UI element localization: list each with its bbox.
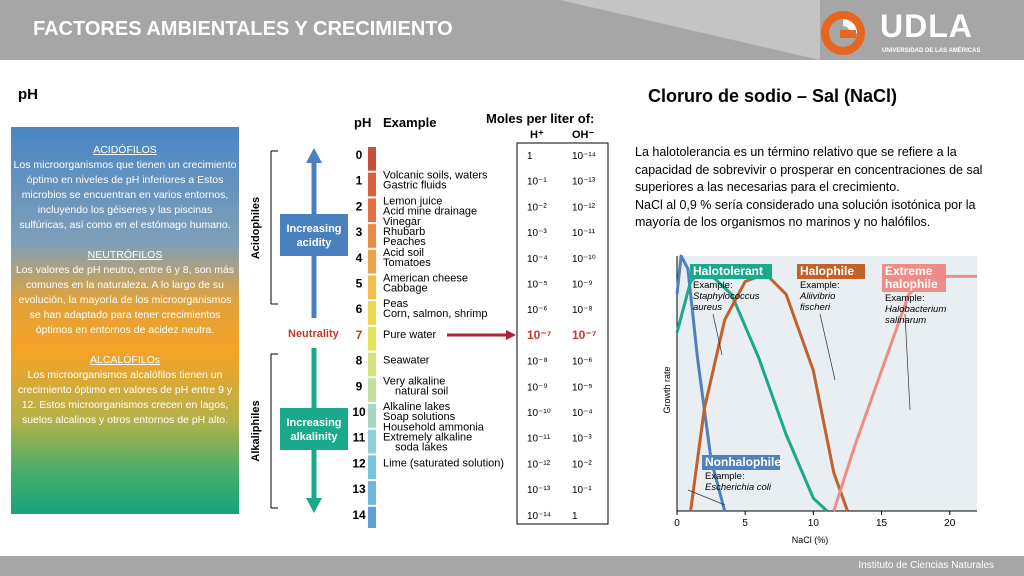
legend-example-species: aureus: [693, 302, 723, 313]
logo-subtitle: UNIVERSIDAD DE LAS AMÉRICAS: [882, 48, 981, 54]
chart-y-label: Growth rate: [662, 366, 672, 414]
alkalinity-box: [280, 408, 348, 450]
alkalinity-box-line2: alkalinity: [290, 431, 338, 443]
neutrophiles-heading: NEUTRÓFILOS: [87, 249, 163, 261]
h-concentration: 10⁻²: [527, 202, 547, 214]
alkaliphiles-label: Alkaliphiles: [250, 400, 262, 462]
acidity-box-line2: acidity: [296, 237, 332, 249]
acidity-box: [280, 214, 348, 256]
h-concentration: 10⁻¹⁰: [527, 408, 551, 419]
ph-value: 2: [355, 199, 363, 214]
acidophiles-label: Acidophiles: [250, 196, 262, 260]
legend-series-name: Nonhalophile: [705, 455, 781, 469]
legend-example-species: fischeri: [800, 302, 831, 313]
oh-concentration: 1: [572, 510, 578, 522]
ph-color-swatch: [368, 224, 376, 248]
h-concentration: 10⁻⁷: [527, 327, 552, 342]
h-concentration: 10⁻¹: [527, 176, 547, 188]
ph-example: Tomatoes: [383, 256, 431, 269]
udla-logo-icon: [820, 10, 866, 56]
acidophiles-block: [13, 143, 237, 233]
legend-example-word: Example:: [693, 280, 733, 291]
ph-example: natural soil: [395, 385, 449, 398]
chart-ticks: [674, 511, 956, 529]
ph-value: 13: [352, 482, 366, 497]
ph-col-header: pH: [354, 115, 372, 130]
ph-color-swatch: [368, 481, 376, 505]
ph-value: 10: [352, 405, 366, 419]
acidophiles-text: Los microorganismos que tienen un crecimiento óptimo en niveles de pH inferiores a Estos microbios se encuentran en varios entornos, incluyendo los géiseres y las piscinas sulfúricas, así como en el estómago humano.: [13, 159, 237, 231]
ph-example: Household ammonia: [383, 421, 484, 434]
oh-concentration: 10⁻²: [572, 459, 592, 471]
x-tick-label: 5: [742, 518, 748, 529]
h-concentration: 10⁻¹²: [527, 459, 551, 471]
ph-example: Lime (saturated solution): [383, 457, 505, 470]
halotolerance-text: [635, 144, 1000, 232]
oh-concentration: 10⁻⁵: [572, 382, 593, 394]
x-tick-label: 15: [875, 518, 888, 529]
footer-text: Instituto de Ciencias Naturales: [858, 560, 994, 571]
legend-example-species: salinarum: [885, 315, 927, 326]
ph-color-swatch: [368, 455, 376, 479]
legend-series-name: Halotolerant: [693, 264, 764, 278]
footer-bar: [0, 556, 1024, 576]
oh-concentration: 10⁻⁸: [572, 305, 593, 317]
ph-example: Seawater: [383, 354, 430, 367]
ph-color-swatch: [368, 147, 376, 171]
oh-concentration: 10⁻⁷: [572, 327, 597, 342]
alkalinity-arrow-head: [306, 498, 322, 513]
oh-concentration: 10⁻³: [572, 433, 592, 445]
legend-example-word: Example:: [885, 293, 925, 304]
ph-value: 14: [352, 507, 366, 522]
ph-color-swatch: [368, 276, 376, 300]
oh-concentration: 10⁻¹⁴: [572, 151, 597, 162]
ph-example: Extremely alkaline: [383, 431, 473, 444]
legend-series-name: Extreme: [885, 264, 933, 278]
alkalinity-box-line1: Increasing: [286, 417, 342, 429]
oh-concentration: 10⁻¹¹: [572, 228, 596, 240]
h-concentration: 10⁻⁸: [527, 356, 548, 368]
neutrality-label: Neutrality: [288, 328, 339, 340]
h-concentration: 10⁻⁶: [527, 305, 548, 317]
ph-value: 6: [355, 302, 363, 317]
ph-example: Very alkaline: [383, 375, 446, 388]
ph-color-swatch: [368, 173, 376, 197]
ph-scale-figure: [246, 108, 618, 528]
oh-concentration: 10⁻¹: [572, 485, 592, 497]
ph-color-swatch: [368, 250, 376, 274]
ph-value: 0: [355, 148, 363, 162]
ph-example: Peas: [383, 298, 409, 311]
ph-color-swatch: [368, 507, 376, 528]
ph-color-swatch: [368, 327, 376, 351]
ph-color-swatch: [368, 378, 376, 402]
x-tick-label: 10: [807, 518, 819, 529]
ph-color-swatch: [368, 301, 376, 325]
halotolerance-paragraph-2: NaCl al 0,9 % sería considerado una solución isotónica por la mayoría de los organismos no marinos y no halófilos.: [635, 197, 976, 229]
legend-example-species: Escherichia coli: [705, 482, 771, 493]
ph-example: Pure water: [383, 328, 437, 341]
moles-col-header: Moles per liter of:: [486, 111, 595, 126]
x-tick-label: 20: [944, 518, 956, 529]
alkaliphiles-heading: ALCALÓFILOs: [89, 354, 161, 366]
ph-example: Soap solutions: [383, 411, 456, 423]
ph-value: 11: [352, 430, 366, 445]
ph-value: 4: [355, 250, 363, 265]
header-accent: [560, 0, 820, 60]
legend-example-word: Example:: [705, 471, 745, 482]
acidophiles-heading: ACIDÓFILOS: [93, 144, 157, 156]
ph-value: 8: [355, 353, 363, 368]
oh-concentration: 10⁻⁴: [572, 408, 593, 419]
logo-text: UDLA: [880, 8, 973, 44]
legend-example-species: Halobacterium: [885, 304, 947, 315]
legend-example-word: Example:: [800, 280, 840, 291]
h-concentration: 10⁻¹⁴: [527, 510, 552, 522]
ph-value: 12: [352, 456, 366, 471]
ph-color-swatch: [368, 404, 376, 428]
ph-color-swatch: [368, 198, 376, 222]
h-concentration: 10⁻¹³: [527, 485, 551, 497]
ph-value: 3: [355, 225, 363, 240]
ph-rows: [352, 147, 596, 528]
h-concentration: 10⁻¹¹: [527, 433, 551, 445]
h-concentration: 10⁻⁹: [527, 382, 548, 394]
ph-example: Acid mine drainage: [383, 205, 478, 218]
chart-x-label: NaCl (%): [791, 535, 829, 545]
acidity-arrow-head: [306, 148, 322, 163]
ph-example: Alkaline lakes: [383, 401, 451, 413]
page-title: FACTORES AMBIENTALES Y CRECIMIENTO: [33, 18, 453, 40]
legend-series-name: halophile: [885, 277, 938, 291]
oh-concentration: 10⁻¹²: [572, 202, 596, 214]
h-concentration: 10⁻⁴: [527, 253, 548, 265]
ph-example: Peaches: [383, 236, 426, 249]
oh-col-header: OH⁻: [572, 129, 595, 141]
halotolerance-paragraph-1: La halotolerancia es un término relativo que se refiere a la capacidad de sobrevivir o prosperar en concentraciones de sal superiores a las necesarias para el crecimiento.: [635, 145, 983, 194]
h-col-header: H⁺: [530, 129, 544, 141]
alkaliphiles-text: Los microorganismos alcalófilos tienen un crecimiento óptimo en valores de pH entre 9 y 12. Estos microorganismos crecen en lagos, suelos alcalinos y otros entornos de pH alto.: [17, 369, 233, 426]
x-tick-label: 0: [674, 518, 680, 529]
ph-color-swatch: [368, 353, 376, 377]
ph-example: Gastric fluids: [383, 179, 447, 192]
h-concentration: 10⁻³: [527, 228, 547, 240]
ph-example: Cabbage: [383, 282, 428, 295]
neutrophiles-text: Los valores de pH neutro, entre 6 y 8, son más comunes en la naturaleza. A lo largo de su evolución, la mayoría de los microorganismos se han adaptado para tener crecimientos óptimos en entornos de acidez neutra.: [15, 264, 235, 336]
ph-example: American cheese: [383, 272, 468, 285]
acidity-box-line1: Increasing: [286, 223, 342, 235]
ph-example: Acid soil: [383, 246, 424, 259]
ph-value: 7: [355, 327, 363, 342]
alkaliphiles-block: [13, 353, 237, 428]
oh-concentration: 10⁻⁹: [572, 279, 593, 291]
pure-water-arrow-head: [506, 330, 516, 340]
ph-example: Volcanic soils, waters: [383, 169, 488, 182]
ph-color-swatch: [368, 430, 376, 454]
h-concentration: 10⁻⁵: [527, 279, 548, 291]
h-concentration: 1: [527, 151, 533, 162]
ph-value: 1: [355, 173, 363, 188]
legend-example-species: Aliivibrio: [800, 291, 836, 302]
legend-example-species: Staphylococcus: [693, 291, 760, 302]
ph-value: 5: [355, 276, 363, 291]
header-bar: [0, 0, 1024, 60]
ph-example: Lemon juice: [383, 195, 443, 208]
udla-logo: [820, 8, 1020, 58]
ph-value: 9: [355, 379, 363, 394]
ph-example: soda lakes: [395, 441, 448, 454]
oh-concentration: 10⁻¹³: [572, 176, 596, 188]
microbe-types-box: [11, 127, 239, 514]
nacl-section-title: Cloruro de sodio – Sal (NaCl): [648, 86, 898, 106]
ph-example: Rhubarb: [383, 226, 426, 239]
ph-section-label: pH: [18, 86, 38, 103]
oh-concentration: 10⁻¹⁰: [572, 253, 596, 265]
ph-example: Corn, salmon, shrimp: [383, 308, 488, 321]
legend-series-name: Halophile: [800, 264, 855, 278]
example-col-header: Example: [383, 115, 437, 130]
ph-example: Vinegar: [383, 216, 421, 229]
salt-growth-chart: [660, 250, 990, 550]
oh-concentration: 10⁻⁶: [572, 356, 593, 368]
neutrophiles-block: [13, 248, 237, 338]
